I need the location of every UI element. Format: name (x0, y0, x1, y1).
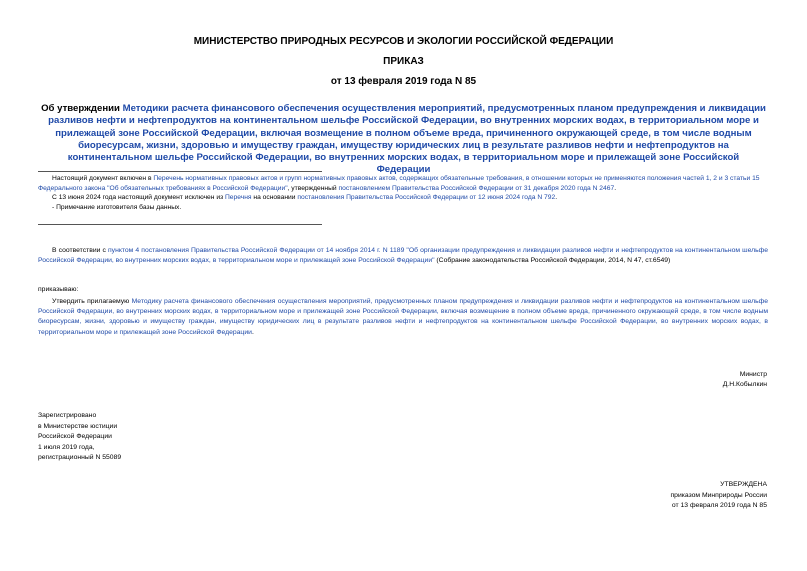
ministry-heading: МИНИСТЕРСТВО ПРИРОДНЫХ РЕСУРСОВ И ЭКОЛОГИИ РОССИЙСКОЙ ФЕДЕРАЦИИ (193, 36, 614, 47)
preamble-paragraph: В соответствии с пунктом 4 постановления Правительства Российской Федерации от 14 ноября 2014 г. N 1189 "Об организации предупреждения и ликвидации разливов нефти и нефтепродуктов на континентальном шельфе Российской Федерации, во внутренних морских водах, в территориальном море и прилежащей зоне Российской Федерации" (Собрание законодательства Российской Федерации, 2014, N 47, ст.6549) (38, 247, 769, 265)
registration-line-4: 1 июля 2019 года, (38, 443, 95, 451)
note-top-divider (38, 171, 322, 172)
registration-line-1: Зарегистрировано (38, 412, 97, 419)
order-verb: приказываю: (38, 286, 79, 293)
approval-block (671, 480, 768, 512)
order-date: от 13 февраля 2019 года N 85 (330, 76, 477, 87)
document-title (40, 103, 767, 177)
registration-line-3: Российской Федерации (38, 433, 112, 441)
note-list-link[interactable]: Перечень нормативных правовых актов и групп нормативных правовых актов, содержащих обязательные требования, в отношении которых не применяются положения частей 1, 2 и 3 статьи 15 Федерального закона "Об обязательных требованиях в Российской Федерации" (38, 175, 760, 192)
editor-note (38, 174, 768, 212)
title-prefix: Об утверждении (41, 103, 123, 114)
approved-label: УТВЕРЖДЕНА (720, 481, 767, 488)
note-perechen-link[interactable]: Перечня (225, 194, 252, 202)
approved-order-date: от 13 февраля 2019 года N 85 (671, 502, 767, 510)
note-paragraph-inclusion: Настоящий документ включен в Перечень нормативных правовых актов и групп нормативных правовых актов, содержащих обязательные требования, в отношении которых не применяются положения частей 1, 2 и 3 статьи 15 Федерального закона "Об обязательных требованиях в Российской Федерации", утвержденный постановлением Правительства Российской Федерации от 31 декабря 2020 года N 2467. (38, 175, 760, 192)
note-resolution-2467-link[interactable]: постановлением Правительства Российской Федерации от 31 декабря 2020 года N 2467 (338, 184, 615, 192)
note-resolution-792-link[interactable]: постановления Правительства Российской Федерации от 12 июня 2024 года N 792 (297, 194, 556, 202)
approve-paragraph: Утвердить прилагаемую Методику расчета финансового обеспечения осуществления мероприятий, предусмотренных планом предупреждения и ликвидации разливов нефти и нефтепродуктов на континентальном шельфе Российской Федерации, во внутренних морских водах, в территориальном море и прилежащей зоне Российской Федерации, включая возмещение в полном объеме вреда, причиненного окружающей среде, в том числе водным биоресурсам, жизни, здоровью и имуществу граждан, имуществу юридических лиц в результате разливов нефти и нефтепродуктов на континентальном шельфе Российской Федерации, во внутренних морских водах, в территориальном море и прилежащей зоне Российской Федерации. (38, 298, 768, 336)
approved-by-order: приказом Минприроды России (670, 491, 767, 499)
signatory-position: Министр (739, 371, 767, 378)
registration-line-5: регистрационный N 55089 (38, 454, 122, 462)
title-methodology-link[interactable]: Методики расчета финансового обеспечения осуществления мероприятий, предусмотренных планом предупреждения и ликвидации разливов нефти и нефтепродуктов на континентальном шельфе Российской Федерации, во внутренних морских водах, в территориальном море и прилежащей зоне Российской Федерации, включая возмещение в полном объеме вреда, причиненного окружающей среде, в том числе водным биоресурсам, жизни, здоровью и имуществу граждан, имуществу юридических лиц в результате разливов нефти и нефтепродуктов на континентальном шельфе Российской Федерации, во внутренних морских водах, в территориальном море и прилежащей зоне Российской Федерации (48, 103, 766, 176)
order-heading: ПРИКАЗ (383, 56, 424, 67)
registration-block (38, 411, 121, 464)
note-db-remark: - Примечание изготовителя базы данных. (52, 203, 182, 211)
signature-block (723, 370, 767, 390)
approve-methodology-link[interactable]: Методику расчета финансового обеспечения осуществления мероприятий, предусмотренных планом предупреждения и ликвидации разливов нефти и нефтепродуктов на континентальном шельфе Российской Федерации, во внутренних морских водах, в территориальном море и прилежащей зоне Российской Федерации, включая возмещение в полном объеме вреда, причиненного окружающей среде, в том числе водным биоресурсам, жизни, здоровью и имуществу граждан, имуществу юридических лиц в результате разливов нефти и нефтепродуктов на континентальном шельфе Российской Федерации, во внутренних морских водах, в территориальном море и прилежащей зоне Российской Федерации (38, 298, 768, 336)
registration-line-2: в Министерстве юстиции (38, 422, 118, 430)
note-bottom-divider (38, 224, 322, 225)
note-paragraph-exclusion: С 13 июня 2024 года настоящий документ исключен из Перечня на основании постановления Правительства Российской Федерации от 12 июня 2024 года N 792. (52, 194, 558, 202)
preamble-resolution-link[interactable]: пунктом 4 постановления Правительства Российской Федерации от 14 ноября 2014 г. N 1189 "Об организации предупреждения и ликвидации разливов нефти и нефтепродуктов на континентальном шельфе Российской Федерации, во внутренних морских водах, в территориальном море и прилежащей зоне Российской Федерации" (38, 247, 769, 265)
signatory-name: Д.Н.Кобылкин (722, 381, 767, 388)
